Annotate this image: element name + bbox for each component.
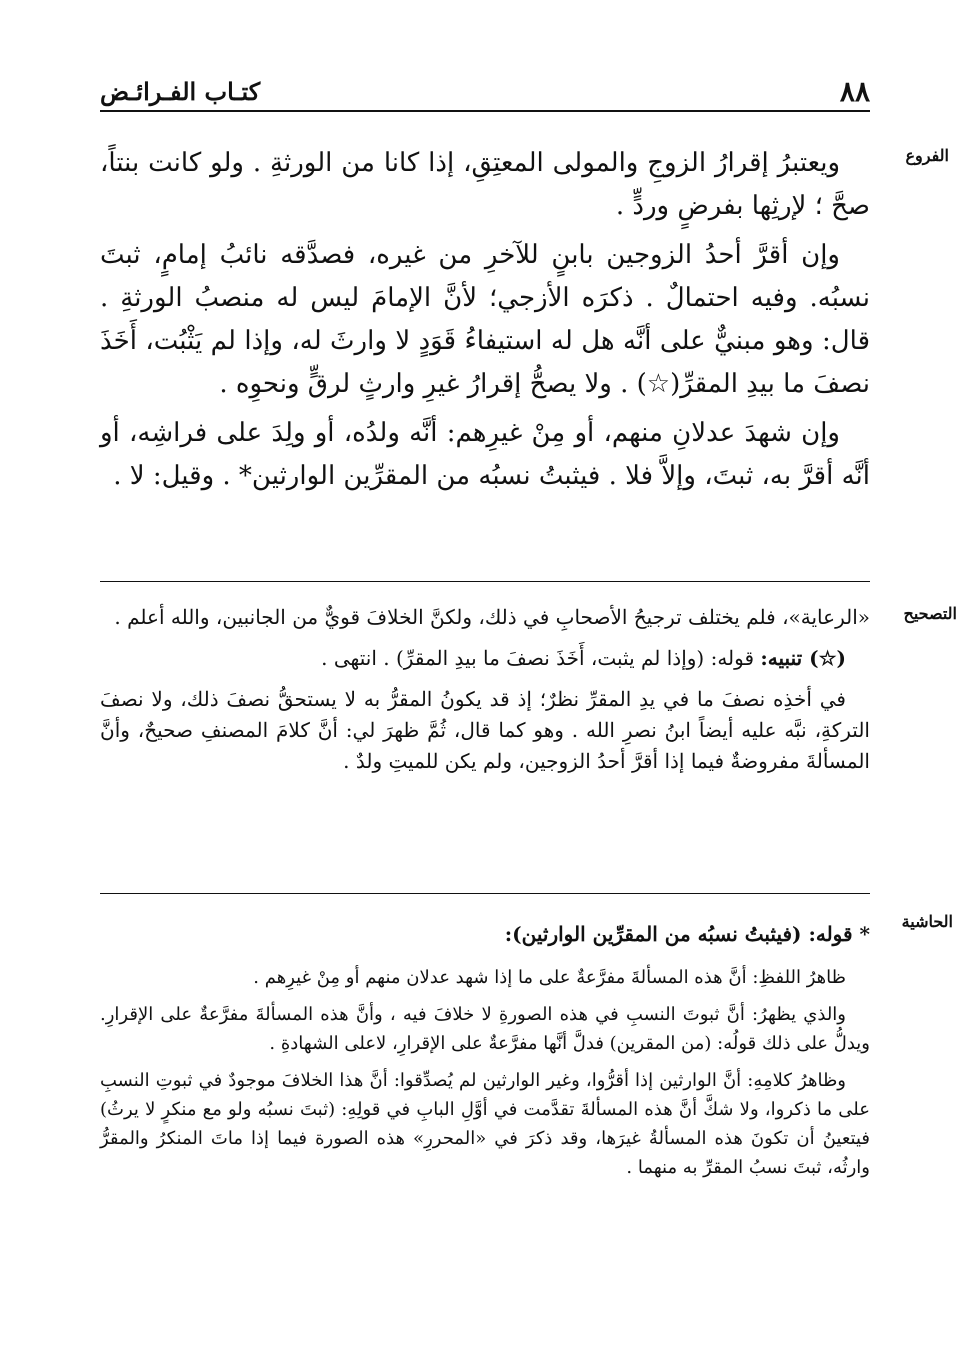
main-paragraph-3: وإن شهدَ عدلانِ منهم، أو مِنْ غيرِهم: أنَّه ولدُه، أو ولِدَ على فراشِه، أو أنَّه أقرَّ به، ثبتَ، وإلاَّ فلا . فيثبتُ نسبُه من المقرِّين الوارثين* . وقيل: لا . [100, 418, 870, 491]
tashih-section [100, 602, 870, 787]
header-rule [100, 110, 870, 112]
hashiya-paragraph-2: والذي يظهرُ: أنَّ ثبوتَ النسبِ في هذه الصورةِ لا خلافَ فيه ، وأنَّ هذه المسألةَ مفرَّعةٌ على الإقرارِ. ويدلُّ على ذلك قولُه: (من المقرين) فدلَّ أنَّها مفرَّعةٌ على الإقرارِ، لاعلى الشهادةِ . [100, 1004, 870, 1054]
tanbih-text: قوله: (وإذا لم يثبت، أَخَذَ نصفَ ما بيدِ المقرِّ) . انتهى . [321, 646, 761, 670]
separator-tashih [100, 893, 870, 894]
separator-main [100, 581, 870, 582]
hashiya-paragraph-1: ظاهرُ اللفظِ: أنَّ هذه المسألةَ مفرَّعةٌ على ما إذا شهد عدلان منهم أو مِنْ غيرِهم . [253, 967, 846, 988]
tashih-paragraph-2 [100, 643, 870, 674]
tashih-paragraph-1: «الرعاية»، فلم يختلف ترجيحُ الأصحابِ في ذلك، ولكنَّ الخلافَ قويٌّ من الجانبين، والله أعلم . [114, 605, 870, 629]
page-header [100, 74, 870, 108]
label-tashih: التصحيح [903, 604, 957, 623]
label-furu: الفروع [905, 146, 949, 165]
running-title: كتـاب الفـرائـض [100, 76, 261, 106]
label-hashiya: الحاشية [901, 912, 953, 931]
main-text [100, 142, 870, 504]
hashiya-heading: * قوله: (فيثبتُ نسبُه من المقرِّين الوارثين): [504, 922, 870, 946]
tanbih-label: (☆) تنبيه: [760, 646, 846, 670]
hashiya-section [100, 920, 870, 1190]
main-paragraph-2: وإن أقرَّ أحدُ الزوجين بابنٍ للآخرِ من غيره، فصدَّقه نائبُ إمامٍ، ثبتَ نسبُه. وفيه احتمالٌ . ذكرَه الأزجي؛ لأنَّ الإمامَ ليس له منصبُ الورثةِ . قال: وهو مبنيٌّ على أنَّه هل له استيفاءُ قَوَدٍ لا وارثَ له، وإذا لم يَثْبُت، أَخَذَ نصفَ ما بيدِ المقرِّ(☆) . ولا يصحُّ إقرارُ غيرِ وارثٍ لرقٍّ ونحوِه . [100, 240, 870, 399]
tashih-paragraph-3: في أخذِه نصفَ ما في يدِ المقرِّ نظرٌ؛ إذ قد يكونُ المقرُّ به لا يستحقُّ نصفَ ذلك، ولا نصفَ التركةِ، نبَّه عليه أيضاً ابنُ نصرِ الله . وهو كما قال، ثُمَّ ظهرَ لي: أنَّ كلامَ المصنفِ صحيحٌ، وأنَّ المسألةَ مفروضةٌ فيما إذا أقرَّ أحدُ الزوجين، ولم يكن للميتِ ولدٌ . [100, 687, 870, 773]
page-number: ٨٨ [839, 74, 870, 108]
hashiya-paragraph-3: وظاهرُ كلامِهِ: أنَّ الوارثين إذا أقرُّوا، وغير الوارثين لم يُصدِّقوا: أنَّ هذا الخلافَ موجودٌ في ثبوتِ النسبِ على ما ذكروا، ولا شكَّ أنَّ هذه المسألةَ تقدَّمت في أوَّلِ البابِ في قولِهِ: (ثبتَ نسبُه ولو مع منكرٍ لا يرثُ) فيتعينُ أن تكونَ هذه المسألةُ غيرَها، وقد ذكرَ في «المحررِ» هذه الصورة فيما إذا ماتَ المنكرُ والمقرُّ وارثُه، ثبتَ نسبُ المقرِّ به منهما . [100, 1070, 870, 1178]
main-paragraph-1: ويعتبرُ إقرارُ الزوجِ والمولى المعتِقِ، إذا كانا من الورثةِ . ولو كانت بنتاً، صحَّ ؛ لإرثِها بفرضٍ وردٍّ . [100, 148, 870, 221]
